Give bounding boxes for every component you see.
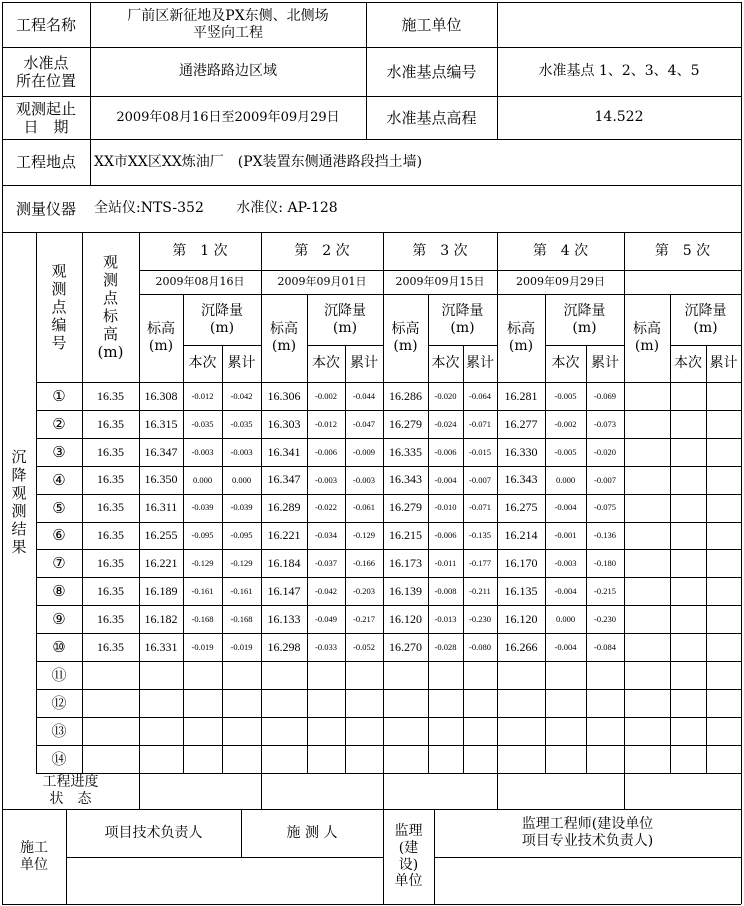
section-label-settlement-results: 沉 降 观 测 结 果: [11, 448, 27, 557]
table-cell-settlement-cumulative: -0.044: [353, 390, 375, 401]
period-value: 2009年08月16日至2009年09月29日: [116, 109, 340, 125]
table-cell-settlement-cumulative: -0.003: [353, 474, 375, 485]
table-rule-v: [139, 773, 140, 809]
table-cell-settlement-cumulative: -0.035: [230, 418, 253, 429]
table-cell-settlement-cumulative: 0.000: [231, 474, 252, 485]
table-cell-settlement-this: -0.035: [191, 418, 214, 429]
table-row-point-number: ⑭: [51, 749, 67, 768]
round-1-elevation-header: 标高 (m): [147, 321, 175, 354]
table-row-point-number: ⑧: [52, 582, 66, 601]
round-2-date: 2009年09月01日: [277, 275, 367, 289]
table-row-point-elevation: [82, 717, 139, 745]
table-row-point-number: ②: [52, 414, 66, 433]
table-cell-settlement-this: -0.001: [554, 530, 577, 541]
surveyor-label: 施 测 人: [286, 824, 338, 841]
table-row-point-elevation: [82, 689, 139, 717]
table-cell-settlement-this: -0.004: [554, 641, 577, 652]
table-cell-elevation: 16.347: [267, 472, 301, 487]
round-2-elevation-header: 标高 (m): [270, 321, 298, 354]
table-cell-settlement-cumulative: -0.075: [594, 502, 616, 513]
table-row-point-number: ①: [52, 386, 66, 405]
table-cell-elevation: 16.173: [389, 556, 422, 571]
round-4-cumulative-header: 累计: [591, 355, 619, 372]
table-cell-settlement-this: 0.000: [555, 474, 576, 485]
table-row-point-number: ⑩: [52, 638, 66, 657]
table-cell-settlement-this: -0.003: [315, 474, 337, 485]
table-rule-h: [36, 689, 741, 690]
bench-location-value: 通港路路边区域: [179, 63, 277, 80]
table-rule-h: [36, 773, 741, 774]
round-2-settlement-header: 沉降量 (m): [324, 302, 366, 336]
table-row-point-elevation: 16.35: [97, 528, 124, 543]
table-cell-settlement-cumulative: -0.042: [230, 390, 253, 401]
table-cell-settlement-this: -0.034: [315, 530, 337, 541]
table-cell-settlement-this: -0.013: [434, 614, 457, 625]
table-cell-settlement-cumulative: -0.095: [230, 530, 253, 541]
point-number-header: 观 测 点 编 号: [51, 262, 67, 352]
table-cell-settlement-this: -0.004: [554, 502, 577, 513]
table-row-point-number: ③: [52, 442, 66, 461]
table-cell-settlement-this: -0.161: [191, 586, 214, 597]
table-cell-settlement-cumulative: -0.007: [469, 474, 491, 485]
progress-status-label: 工程进度 状 态: [42, 773, 99, 807]
table-row-point-number: ⑨: [52, 610, 66, 629]
table-cell-elevation: 16.120: [389, 611, 422, 626]
round-4-elevation-header: 标高 (m): [507, 321, 535, 354]
table-cell-settlement-this: -0.039: [191, 502, 214, 513]
round-3-elevation-header: 标高 (m): [391, 321, 420, 354]
round-1-this-header: 本次: [188, 355, 217, 372]
table-cell-elevation: 16.133: [267, 611, 301, 626]
table-cell-settlement-this: -0.005: [554, 390, 577, 401]
table-cell-settlement-this: -0.003: [191, 446, 214, 457]
table-cell-elevation: 16.182: [144, 611, 178, 626]
table-cell-elevation: 16.255: [144, 528, 178, 543]
table-cell-settlement-cumulative: -0.136: [594, 530, 616, 541]
table-cell-settlement-cumulative: -0.217: [353, 614, 375, 625]
table-cell-settlement-cumulative: -0.071: [469, 502, 491, 513]
table-cell-settlement-cumulative: -0.080: [469, 641, 491, 652]
instrument-label: 测量仪器: [15, 199, 76, 218]
round-4-date: 2009年09月29日: [516, 275, 605, 289]
table-cell-settlement-cumulative: -0.168: [230, 614, 253, 625]
table-cell-settlement-this: -0.168: [191, 614, 214, 625]
table-cell-elevation: 16.330: [504, 444, 538, 459]
bench-location-label: 水准点 所在位置: [15, 53, 76, 90]
round-3-settlement-header: 沉降量 (m): [441, 302, 484, 336]
table-cell-settlement-this: -0.011: [434, 558, 457, 569]
table-cell-elevation: 16.347: [144, 444, 178, 459]
round-5-cumulative-header: 累计: [709, 355, 738, 372]
table-cell-elevation: 16.139: [389, 584, 422, 599]
table-cell-elevation: 16.135: [504, 584, 538, 599]
table-cell-settlement-this: -0.019: [191, 641, 214, 652]
table-cell-settlement-cumulative: -0.003: [230, 446, 253, 457]
round-5-this-header: 本次: [674, 355, 702, 372]
table-cell-settlement-this: -0.012: [191, 390, 214, 401]
table-row-point-elevation: 16.35: [97, 444, 124, 459]
table-cell-settlement-cumulative: -0.180: [594, 558, 616, 569]
table-cell-settlement-this: -0.095: [191, 530, 214, 541]
contractor-label: 施工单位: [401, 15, 462, 34]
table-cell-elevation: 16.147: [267, 584, 301, 599]
table-rule-v: [497, 773, 498, 809]
table-row-point-elevation: 16.35: [97, 416, 124, 431]
table-cell-elevation: 16.286: [389, 388, 422, 403]
table-cell-settlement-this: -0.024: [434, 418, 457, 429]
contractor-value: [497, 2, 741, 47]
table-rule-h: [66, 857, 383, 858]
point-elevation-header: 观 测 点 标 高 (m): [97, 253, 124, 361]
table-cell-settlement-cumulative: -0.073: [594, 418, 616, 429]
round-1-settlement-header: 沉降量 (m): [201, 302, 243, 336]
table-cell-settlement-cumulative: -0.015: [469, 446, 491, 457]
table-cell-settlement-cumulative: -0.166: [353, 558, 375, 569]
period-label: 观测起止 日 期: [15, 99, 76, 136]
table-cell-elevation: 16.189: [144, 584, 178, 599]
table-cell-elevation: 16.289: [267, 500, 301, 515]
bench-elev-value: 14.522: [594, 109, 644, 126]
table-row-point-number: ⑤: [52, 498, 66, 517]
table-rule-v: [741, 2, 742, 904]
instruments-value: 全站仪:NTS-352 水准仪: AP-128: [94, 200, 338, 217]
table-cell-settlement-cumulative: -0.009: [353, 446, 375, 457]
table-row-point-elevation: 16.35: [97, 639, 124, 654]
table-rule-h: [36, 717, 741, 718]
table-row-point-elevation: 16.35: [97, 388, 124, 403]
table-cell-settlement-cumulative: -0.215: [594, 586, 616, 597]
table-row-point-number: ⑬: [51, 721, 67, 740]
table-cell-elevation: 16.275: [504, 500, 538, 515]
table-row-point-elevation: 16.35: [97, 500, 124, 515]
tech-lead-label: 项目技术负责人: [104, 824, 203, 841]
table-cell-settlement-this: -0.006: [315, 446, 337, 457]
table-cell-elevation: 16.311: [144, 500, 178, 515]
table-cell-settlement-this: -0.006: [434, 446, 457, 457]
table-cell-settlement-cumulative: -0.129: [230, 558, 253, 569]
round-3-label: 第 3 次: [412, 242, 468, 259]
site-label: 工程地点: [15, 153, 76, 171]
supervisor-unit-label: 监理 (建 设) 单位: [394, 822, 423, 890]
table-cell-elevation: 16.279: [389, 500, 422, 515]
table-cell-elevation: 16.335: [389, 444, 422, 459]
table-cell-elevation: 16.350: [144, 472, 178, 487]
round-5-settlement-header: 沉降量 (m): [684, 302, 727, 336]
round-3-cumulative-header: 累计: [466, 355, 494, 372]
round-1-cumulative-header: 累计: [227, 355, 256, 372]
contractor-unit-label: 施工 单位: [20, 839, 48, 873]
table-cell-elevation: 16.221: [267, 528, 301, 543]
table-cell-settlement-cumulative: -0.211: [469, 586, 491, 597]
bench-elev-label: 水准基点高程: [386, 108, 477, 127]
table-cell-elevation: 16.277: [504, 416, 538, 431]
round-2-label: 第 2 次: [294, 242, 350, 259]
table-cell-settlement-cumulative: -0.135: [469, 530, 491, 541]
table-cell-elevation: 16.120: [504, 611, 538, 626]
table-cell-settlement-this: -0.003: [554, 558, 577, 569]
table-cell-settlement-this: -0.002: [315, 390, 337, 401]
supervisor-engineer-label: 监理工程师(建设单位 项目专业技术负责人): [521, 816, 654, 849]
table-cell-elevation: 16.184: [267, 556, 301, 571]
table-cell-settlement-cumulative: -0.071: [469, 418, 491, 429]
table-cell-settlement-this: 0.000: [555, 614, 576, 625]
bench-code-label: 水准基点编号: [386, 62, 477, 81]
round-2-cumulative-header: 累计: [350, 355, 378, 372]
table-cell-elevation: 16.281: [504, 388, 538, 403]
table-cell-settlement-cumulative: -0.039: [230, 502, 253, 513]
table-cell-settlement-cumulative: -0.230: [594, 614, 616, 625]
table-cell-elevation: 16.298: [267, 639, 301, 654]
table-rule-v: [383, 773, 384, 809]
site-value: XX市XX区XX炼油厂 (PX装置东侧通港路段挡土墙): [94, 153, 423, 170]
table-cell-elevation: 16.315: [144, 416, 178, 431]
round-4-this-header: 本次: [551, 355, 580, 372]
table-cell-settlement-this: -0.010: [434, 502, 457, 513]
table-cell-elevation: 16.214: [504, 528, 538, 543]
round-1-label: 第 1 次: [172, 242, 228, 259]
table-cell-elevation: 16.343: [504, 472, 538, 487]
table-cell-settlement-cumulative: -0.129: [353, 530, 375, 541]
table-row-point-number: ⑫: [51, 693, 67, 712]
table-cell-settlement-this: -0.004: [554, 586, 577, 597]
table-cell-settlement-cumulative: -0.177: [469, 558, 491, 569]
round-4-label: 第 4 次: [532, 242, 589, 259]
bench-codes-value: 水准基点 1、2、3、4、5: [538, 63, 700, 80]
table-cell-settlement-this: -0.008: [434, 586, 457, 597]
table-cell-elevation: 16.170: [504, 556, 538, 571]
table-cell-settlement-this: -0.028: [434, 641, 457, 652]
table-cell-elevation: 16.343: [389, 472, 422, 487]
table-cell-elevation: 16.331: [144, 639, 178, 654]
table-cell-settlement-this: -0.004: [434, 474, 457, 485]
table-cell-elevation: 16.270: [389, 639, 422, 654]
table-row-point-elevation: [82, 745, 139, 773]
table-row-point-elevation: [82, 661, 139, 689]
table-cell-settlement-this: -0.049: [315, 614, 337, 625]
table-cell-elevation: 16.308: [144, 388, 178, 403]
table-row-point-number: ⑦: [52, 554, 66, 573]
table-cell-settlement-cumulative: -0.047: [353, 418, 375, 429]
table-cell-settlement-this: -0.012: [315, 418, 337, 429]
round-3-date: 2009年09月15日: [395, 275, 485, 289]
project-name-value: 厂前区新征地及PX东侧、北侧场 平竖向工程: [127, 7, 329, 41]
table-row-point-number: ⑪: [51, 665, 67, 684]
table-rule-h: [434, 857, 741, 858]
table-row-point-number: ⑥: [52, 526, 66, 545]
round-4-settlement-header: 沉降量 (m): [563, 302, 606, 336]
table-cell-settlement-cumulative: -0.069: [594, 390, 616, 401]
table-cell-settlement-cumulative: -0.007: [594, 474, 616, 485]
table-cell-settlement-cumulative: -0.084: [594, 641, 616, 652]
round-5-elevation-header: 标高 (m): [633, 321, 661, 354]
table-rule-h: [36, 661, 741, 662]
table-cell-elevation: 16.279: [389, 416, 422, 431]
table-rule-h: [36, 745, 741, 746]
table-rule-v: [624, 773, 625, 809]
table-cell-settlement-cumulative: -0.161: [230, 586, 253, 597]
table-cell-settlement-cumulative: -0.203: [353, 586, 375, 597]
table-cell-settlement-this: -0.020: [434, 390, 457, 401]
table-cell-settlement-this: -0.037: [315, 558, 337, 569]
table-cell-settlement-cumulative: -0.020: [594, 446, 616, 457]
table-row-point-elevation: 16.35: [97, 584, 124, 599]
round-5-label: 第 5 次: [654, 242, 711, 259]
table-cell-elevation: 16.306: [267, 388, 301, 403]
table-cell-elevation: 16.221: [144, 556, 178, 571]
round-3-this-header: 本次: [431, 355, 460, 372]
table-row-point-elevation: 16.35: [97, 556, 124, 571]
round-5-date: [624, 270, 741, 294]
table-cell-settlement-cumulative: -0.061: [353, 502, 375, 513]
table-cell-settlement-this: -0.002: [554, 418, 577, 429]
table-cell-elevation: 16.341: [267, 444, 301, 459]
table-cell-elevation: 16.266: [504, 639, 538, 654]
table-cell-settlement-this: -0.042: [315, 586, 337, 597]
table-cell-settlement-cumulative: -0.064: [469, 390, 491, 401]
table-cell-elevation: 16.303: [267, 416, 301, 431]
round-2-this-header: 本次: [312, 355, 340, 372]
table-cell-settlement-cumulative: -0.230: [469, 614, 491, 625]
round-1-date: 2009年08月16日: [155, 275, 245, 289]
table-row-point-number: ④: [52, 470, 66, 489]
table-cell-settlement-this: 0.000: [192, 474, 213, 485]
table-rule-h: [2, 904, 741, 905]
table-rule-v: [261, 773, 262, 809]
table-cell-settlement-this: -0.006: [434, 530, 457, 541]
table-cell-elevation: 16.215: [389, 528, 422, 543]
table-cell-settlement-this: -0.129: [191, 558, 214, 569]
table-row-point-elevation: 16.35: [97, 472, 124, 487]
table-cell-settlement-this: -0.033: [315, 641, 337, 652]
table-cell-settlement-cumulative: -0.019: [230, 641, 253, 652]
table-cell-settlement-cumulative: -0.052: [353, 641, 375, 652]
table-row-point-elevation: 16.35: [97, 611, 124, 626]
project-name-label: 工程名称: [15, 15, 76, 34]
table-cell-settlement-this: -0.022: [315, 502, 337, 513]
table-cell-settlement-this: -0.005: [554, 446, 577, 457]
